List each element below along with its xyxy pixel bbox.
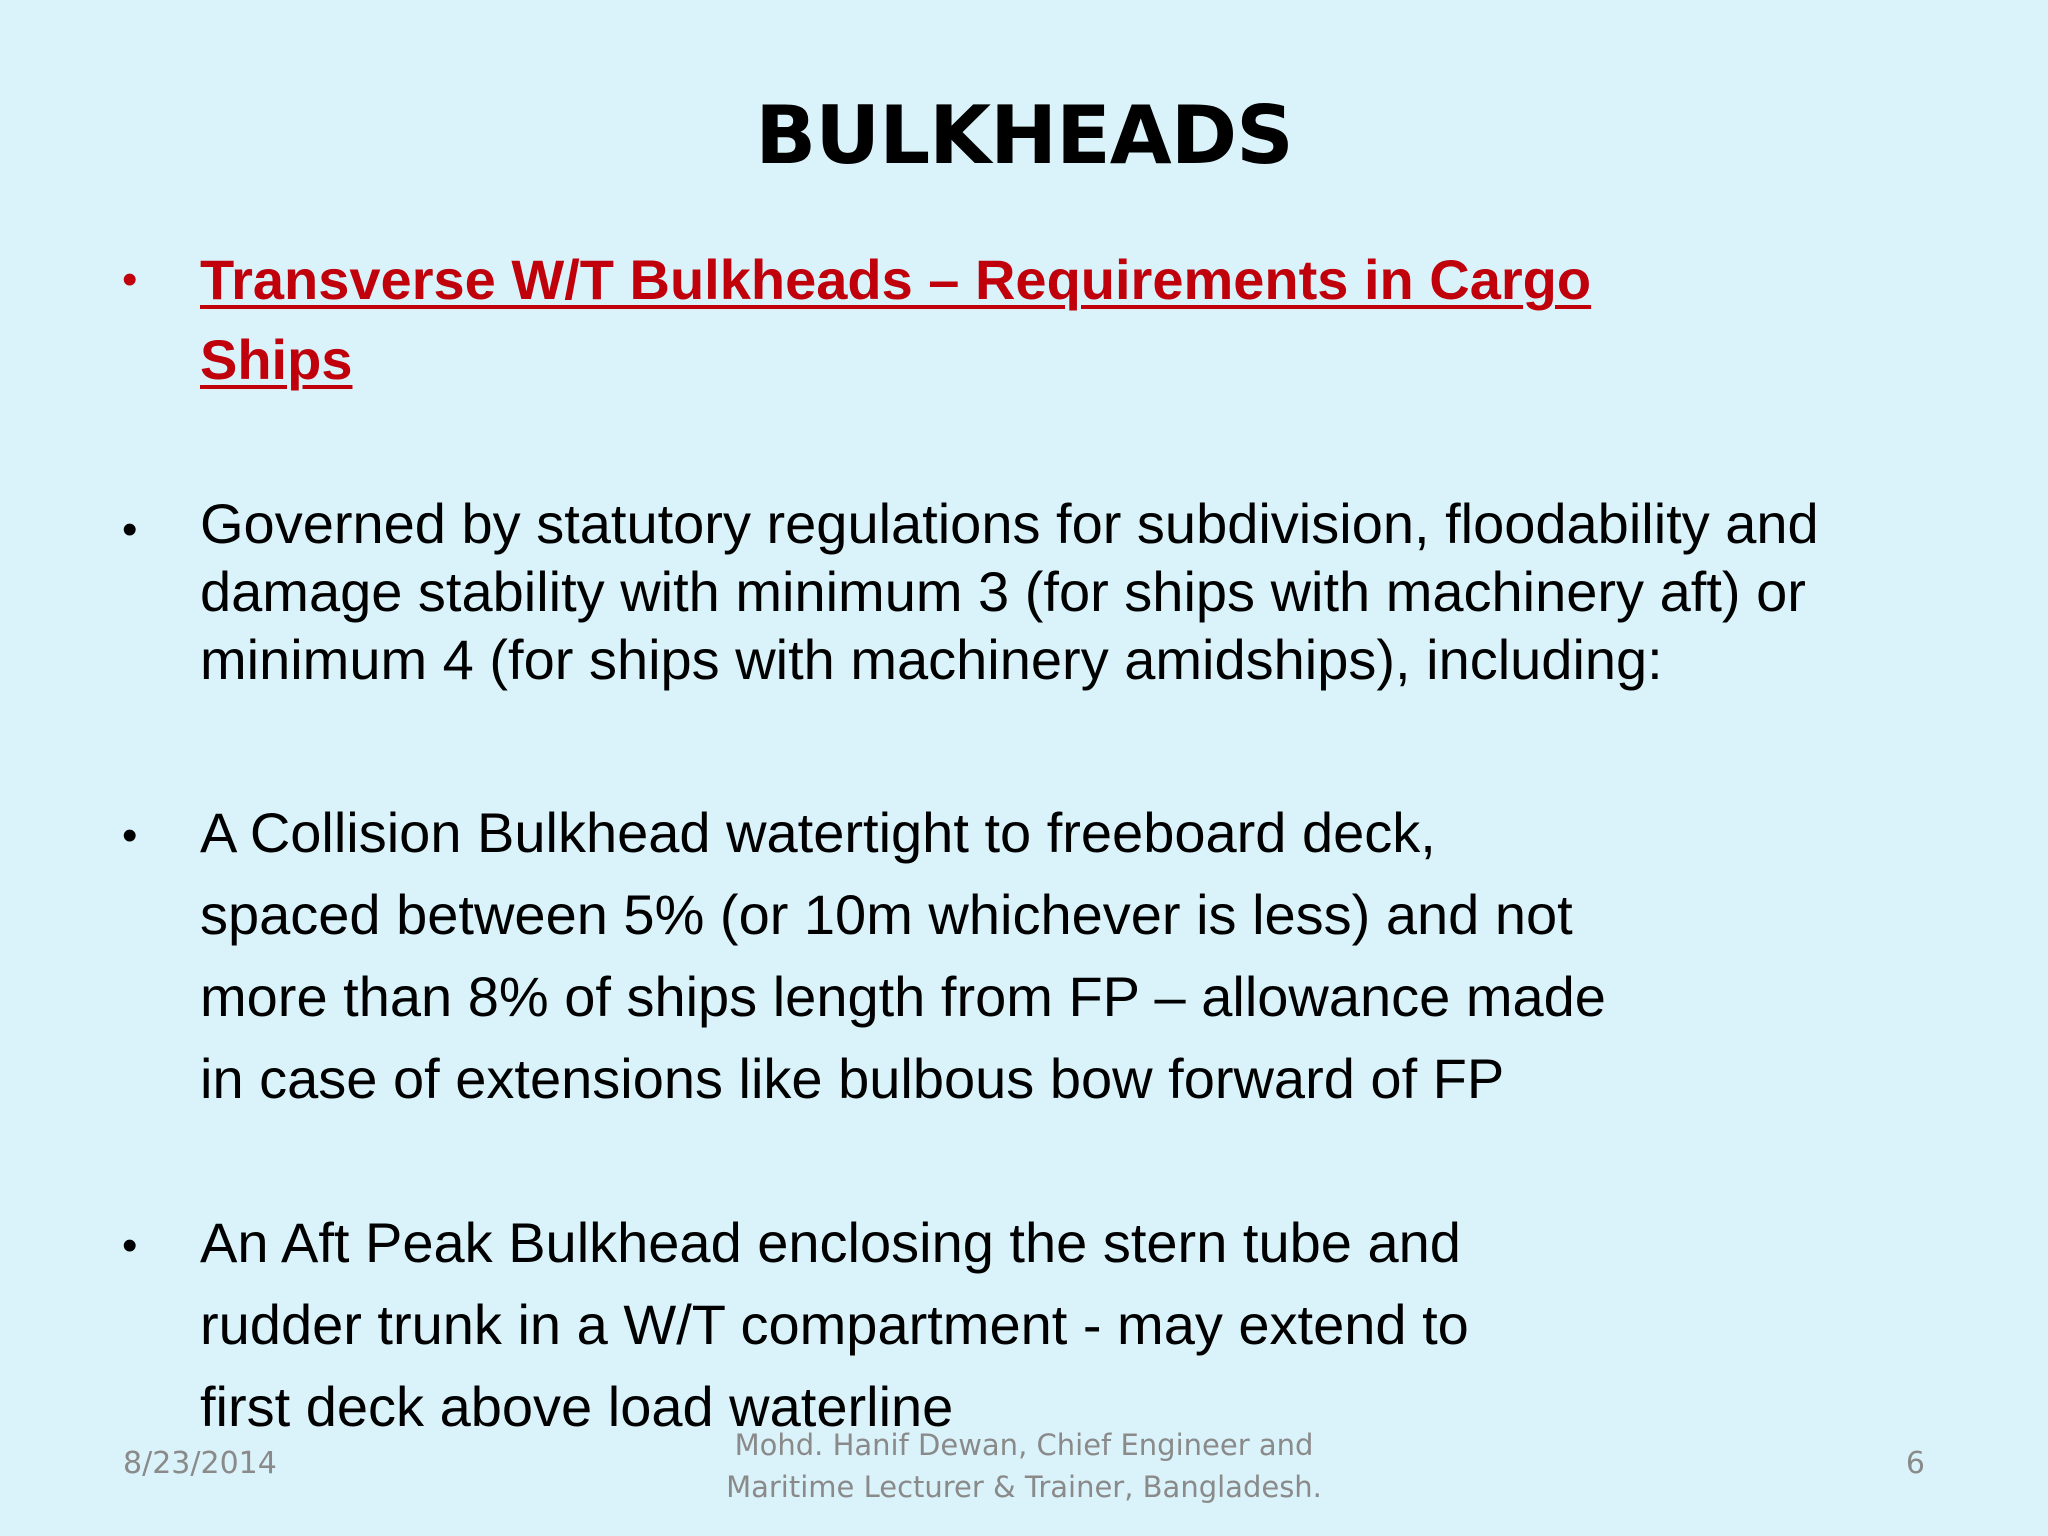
bullet-line: first deck above load waterline	[200, 1375, 954, 1438]
bullet-line: spaced between 5% (or 10m whichever is less) and not	[200, 883, 1573, 946]
bullet-line: A Collision Bulkhead watertight to freeboard deck,	[200, 801, 1436, 864]
bullet-line: Ships	[200, 328, 353, 391]
bullet-text	[200, 1202, 1920, 1448]
footer-date: 8/23/2014	[123, 1446, 277, 1481]
slide-number: 6	[1905, 1446, 1925, 1481]
bullet-icon: •	[122, 255, 138, 304]
footer-author-line: Maritime Lecturer & Trainer, Bangladesh.	[726, 1470, 1322, 1504]
bullet-text	[200, 490, 1920, 694]
bullet-line: in case of extensions like bulbous bow forward of FP	[200, 1047, 1505, 1110]
bullet-line: more than 8% of ships length from FP – allowance made	[200, 965, 1606, 1028]
bullet-line: Governed by statutory regulations for subdivision, floodability and	[200, 492, 1819, 555]
bullet-line: minimum 4 (for ships with machinery amidships), including:	[200, 628, 1663, 691]
slide-title: BULKHEADS	[755, 89, 1293, 182]
bullet-icon: •	[122, 505, 138, 554]
bullet-line: rudder trunk in a W/T compartment - may extend to	[200, 1293, 1469, 1356]
bullet-line: Transverse W/T Bulkheads – Requirements in Cargo	[200, 248, 1592, 311]
bullet-icon: •	[122, 811, 138, 860]
footer-author-line: Mohd. Hanif Dewan, Chief Engineer and	[734, 1428, 1314, 1462]
bullet-heading-text	[200, 240, 1900, 400]
bullet-icon: •	[122, 1221, 138, 1270]
bullet-line: damage stability with minimum 3 (for ships with machinery aft) or	[200, 560, 1806, 623]
footer-author	[0, 1424, 2048, 1508]
bullet-text	[200, 792, 1920, 1120]
bullet-line: An Aft Peak Bulkhead enclosing the stern tube and	[200, 1211, 1461, 1274]
